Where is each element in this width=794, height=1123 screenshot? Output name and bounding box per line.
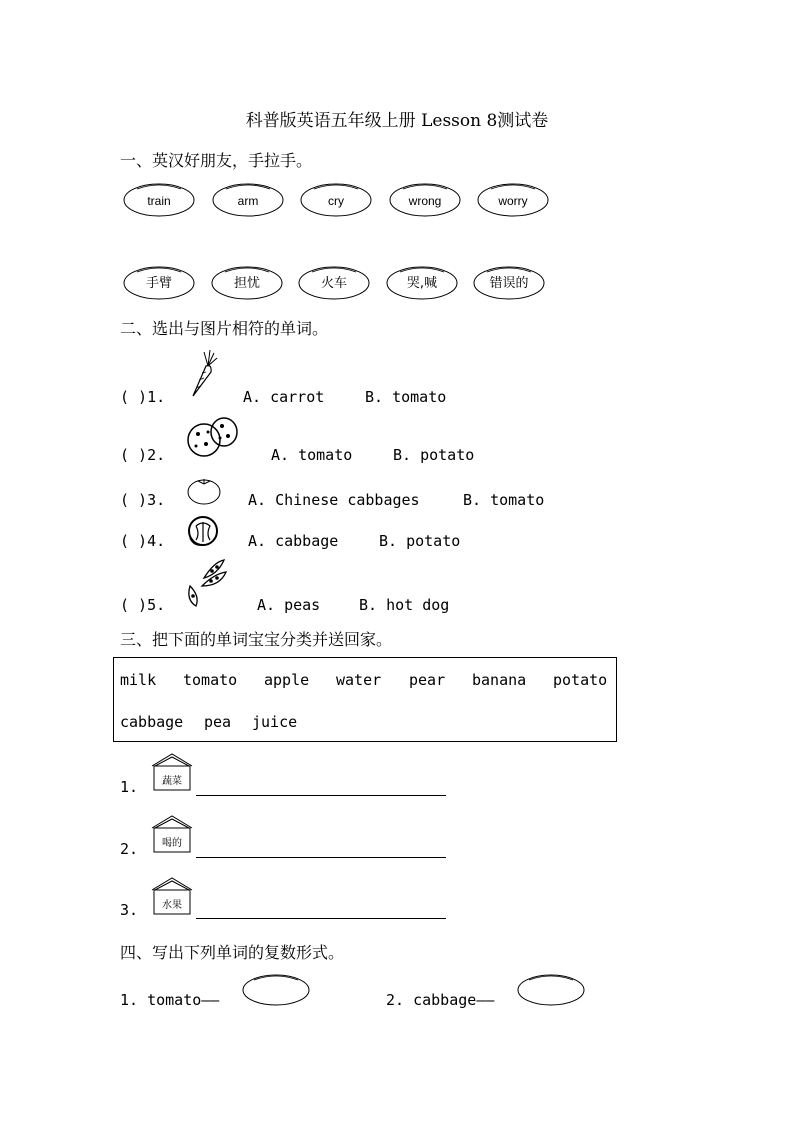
option-a: A. tomato xyxy=(271,446,353,464)
page-title: 科普版英语五年级上册 Lesson 8测试卷 xyxy=(245,111,549,131)
english-word: worry xyxy=(498,194,528,208)
chinese-word: 手臂 xyxy=(145,276,172,291)
item-number: 2. xyxy=(386,991,405,1009)
tomato-icon xyxy=(186,474,222,506)
house-icon xyxy=(150,814,194,854)
home-number: 2. xyxy=(120,840,139,858)
word-water: water xyxy=(336,671,382,689)
section-4-heading: 四、写出下列单词的复数形式。 xyxy=(120,943,345,962)
answer-oval[interactable] xyxy=(517,972,585,1006)
english-word: arm xyxy=(237,194,259,208)
home-number: 3. xyxy=(120,901,139,919)
section-1-heading: 一、英汉好朋友，手拉手。 xyxy=(120,151,313,170)
word-cabbage: cabbage xyxy=(120,713,184,731)
answer-line[interactable] xyxy=(196,842,446,858)
answer-line[interactable] xyxy=(196,903,446,919)
section-2-heading: 二、选出与图片相符的单词。 xyxy=(120,319,329,338)
item-word: cabbage xyxy=(413,991,477,1009)
word-milk: milk xyxy=(120,671,157,689)
question-2 xyxy=(120,446,165,464)
answer-line[interactable] xyxy=(196,780,446,796)
word-pear: pear xyxy=(409,671,446,689)
answer-oval[interactable] xyxy=(242,972,310,1006)
home-number: 1. xyxy=(120,778,139,796)
item-number: 1. xyxy=(120,991,139,1009)
chinese-word: 哭,喊 xyxy=(406,276,438,291)
option-a: A. cabbage xyxy=(248,532,339,550)
option-b: B. tomato xyxy=(463,491,545,509)
question-number: 4. xyxy=(147,532,166,550)
house-label: 喝的 xyxy=(162,838,182,849)
english-word-oval xyxy=(212,181,284,217)
potato-icon xyxy=(186,414,240,460)
english-word-oval xyxy=(123,181,195,217)
carrot-icon xyxy=(184,348,218,400)
english-word-oval xyxy=(477,181,549,217)
english-word-oval xyxy=(389,181,461,217)
answer-paren[interactable]: ( ) xyxy=(120,532,148,550)
word-pea: pea xyxy=(204,713,232,731)
chinese-word: 错误的 xyxy=(489,276,529,291)
english-word-oval xyxy=(300,181,372,217)
word-banana: banana xyxy=(472,671,527,689)
chinese-word-oval xyxy=(211,264,283,300)
question-4 xyxy=(120,532,165,550)
chinese-word-oval xyxy=(386,264,458,300)
english-word: train xyxy=(147,194,171,208)
chinese-word: 担忧 xyxy=(233,276,260,291)
word-potato: potato xyxy=(553,671,608,689)
option-a: A. Chinese cabbages xyxy=(248,491,420,509)
option-b: B. hot dog xyxy=(359,596,450,614)
word-tomato: tomato xyxy=(183,671,238,689)
option-b: B. tomato xyxy=(365,388,447,406)
question-3 xyxy=(120,491,165,509)
question-number: 2. xyxy=(147,446,166,464)
house-label: 蔬菜 xyxy=(162,776,182,787)
item-word: tomato xyxy=(147,991,202,1009)
question-number: 1. xyxy=(147,388,166,406)
word-apple: apple xyxy=(264,671,310,689)
option-b: B. potato xyxy=(393,446,475,464)
question-number: 5. xyxy=(147,596,166,614)
house-icon xyxy=(150,876,194,916)
option-b: B. potato xyxy=(379,532,461,550)
option-a: A. carrot xyxy=(243,388,325,406)
section-3-heading: 三、把下面的单词宝宝分类并送回家。 xyxy=(120,630,393,649)
chinese-word-oval xyxy=(123,264,195,300)
word-box xyxy=(113,657,617,742)
answer-paren[interactable]: ( ) xyxy=(120,596,148,614)
question-1 xyxy=(120,388,165,406)
answer-paren[interactable]: ( ) xyxy=(120,446,148,464)
peas-icon xyxy=(184,556,230,610)
question-5 xyxy=(120,596,165,614)
plural-item-2 xyxy=(386,991,494,1009)
english-word: cry xyxy=(328,194,344,208)
plural-item-1 xyxy=(120,991,219,1009)
house-label: 水果 xyxy=(162,900,182,911)
chinese-word-oval xyxy=(298,264,370,300)
chinese-word: 火车 xyxy=(320,276,347,291)
answer-paren[interactable]: ( ) xyxy=(120,491,148,509)
english-word: wrong xyxy=(408,194,442,208)
cabbage-icon xyxy=(186,514,220,548)
chinese-word-oval xyxy=(473,264,545,300)
word-juice: juice xyxy=(252,713,298,731)
answer-paren[interactable]: ( ) xyxy=(120,388,148,406)
item-dash: —— xyxy=(476,991,495,1009)
option-a: A. peas xyxy=(257,596,321,614)
item-dash: —— xyxy=(201,991,220,1009)
question-number: 3. xyxy=(147,491,166,509)
house-icon xyxy=(150,752,194,792)
